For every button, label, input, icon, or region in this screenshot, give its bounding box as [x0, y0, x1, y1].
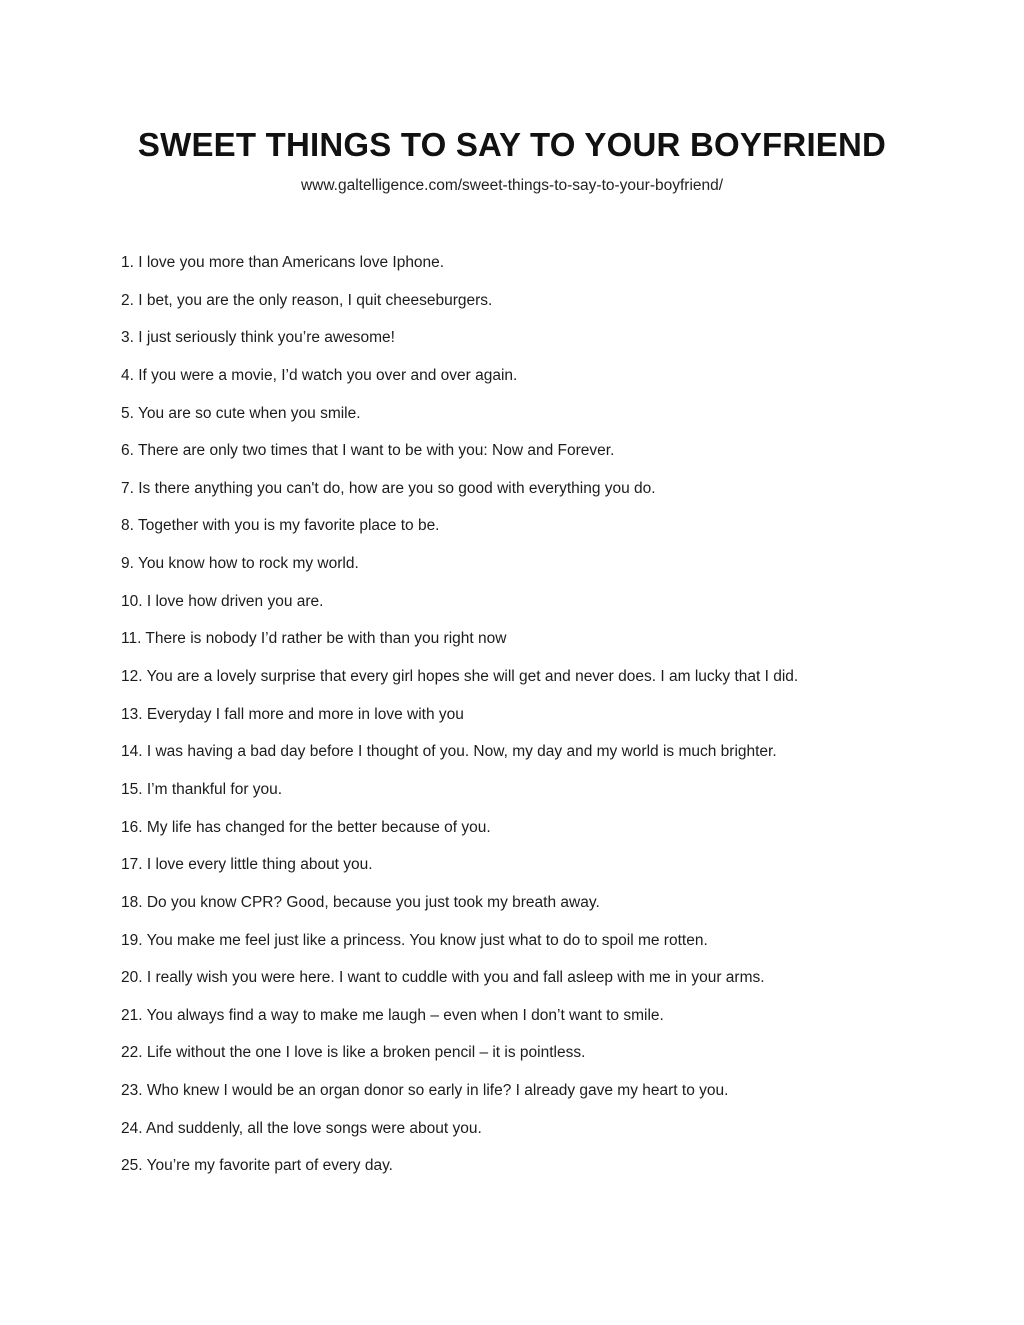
- list-item: 11. There is nobody I’d rather be with than you right now: [121, 630, 507, 648]
- list-item: 4. If you were a movie, I’d watch you over and over again.: [121, 366, 518, 384]
- list-item: 9. You know how to rock my world.: [121, 555, 359, 573]
- list-item: 18. Do you know CPR? Good, because you just took my breath away.: [121, 893, 600, 911]
- list-item: 12. You are a lovely surprise that every girl hopes she will get and never does. I am lucky that I did.: [121, 668, 799, 686]
- list-item: 20. I really wish you were here. I want to cuddle with you and fall asleep with me in your arms.: [121, 969, 765, 987]
- list-item: 23. Who knew I would be an organ donor so early in life? I already gave my heart to you.: [121, 1082, 729, 1100]
- list-item: 16. My life has changed for the better because of you.: [121, 818, 491, 836]
- list-item: 6. There are only two times that I want to be with you: Now and Forever.: [121, 442, 615, 460]
- list-item: 10. I love how driven you are.: [121, 592, 324, 610]
- source-url: www.galtelligence.com/sweet-things-to-say-to-your-boyfriend/: [300, 177, 724, 194]
- list-item: 7. Is there anything you can't do, how are you so good with everything you do.: [121, 479, 656, 497]
- page-title: SWEET THINGS TO SAY TO YOUR BOYFRIEND: [137, 126, 887, 163]
- list-item: 13. Everyday I fall more and more in love with you: [121, 705, 464, 723]
- sayings-list: [121, 252, 981, 1193]
- list-item: 14. I was having a bad day before I thought of you. Now, my day and my world is much brighter.: [121, 743, 777, 761]
- list-item: 1. I love you more than Americans love Iphone.: [121, 254, 445, 271]
- list-item: 3. I just seriously think you’re awesome!: [121, 329, 395, 347]
- list-item: 5. You are so cute when you smile.: [121, 404, 361, 422]
- list-item: 8. Together with you is my favorite place to be.: [121, 517, 440, 535]
- list-item: 24. And suddenly, all the love songs were about you.: [121, 1119, 482, 1137]
- list-item: 17. I love every little thing about you.: [121, 856, 373, 874]
- list-item: 19. You make me feel just like a princess. You know just what to do to spoil me rotten.: [121, 931, 708, 949]
- list-item: 25. You’re my favorite part of every day.: [121, 1157, 393, 1175]
- list-item: 15. I’m thankful for you.: [121, 780, 283, 798]
- list-item: 21. You always find a way to make me laugh – even when I don’t want to smile.: [121, 1006, 664, 1024]
- list-item: 22. Life without the one I love is like a broken pencil – it is pointless.: [121, 1044, 586, 1062]
- list-item: 2. I bet, you are the only reason, I quit cheeseburgers.: [121, 291, 493, 309]
